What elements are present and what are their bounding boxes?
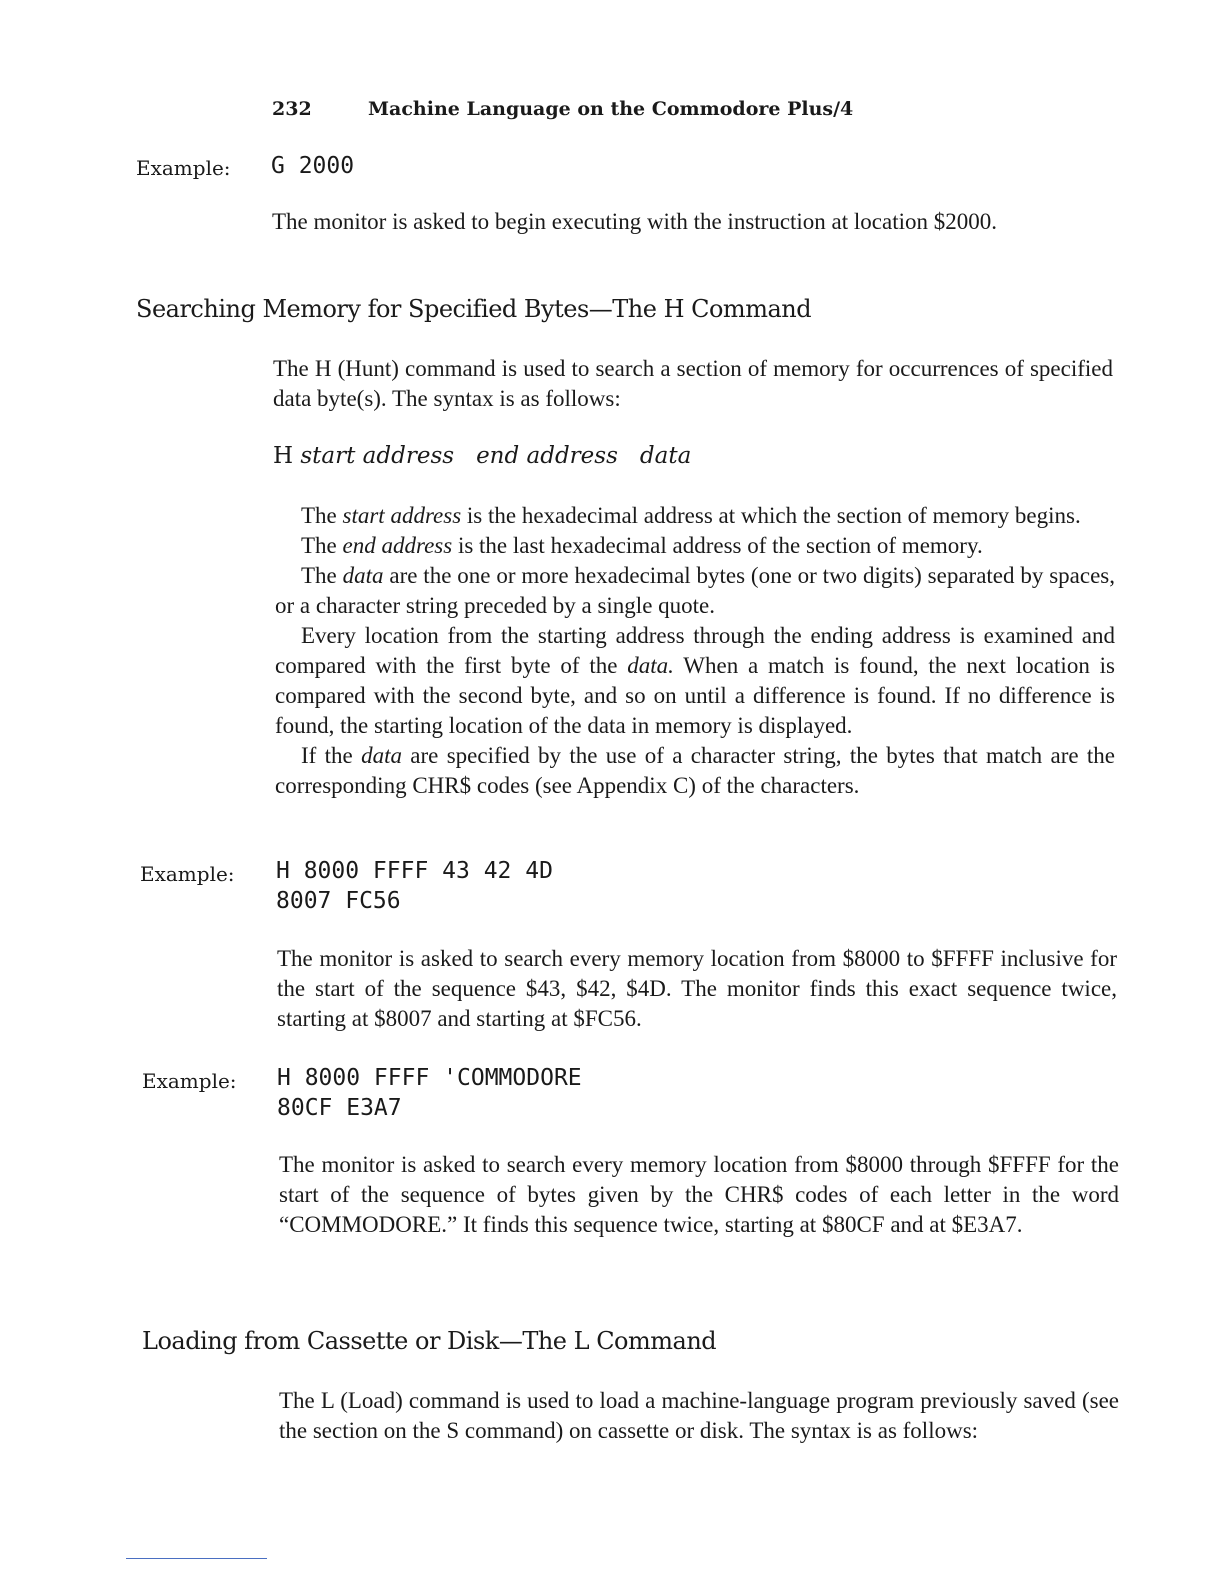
running-title: Machine Language on the Commodore Plus/4 [368, 98, 854, 120]
example-label: Example: [136, 156, 231, 180]
param-end-address: The end address is the last hexadecimal address of the section of memory. [301, 533, 983, 558]
param-data: The data are the one or more hexadecimal bytes (one or two digits) separated by spaces, or a character string preceded by a single quote. [275, 563, 1115, 618]
h-example2-text: The monitor is asked to search every memory location from $8000 through $FFFF for the start of the sequence of bytes given by the CHR$ codes of each letter in the word “COMMODORE.” It finds this sequence twice, starting at $80CF and at $E3A7. [279, 1152, 1119, 1237]
param-search-process: Every location from the starting address through the ending address is examined and compared with the first byte of the data. When a match is found, the next location is compared with the second byte, and so on until a difference is found. If no difference is found, the starting location of the data in memory is displayed. [275, 623, 1115, 738]
section-heading-h: Searching Memory for Specified Bytes—The H Command [136, 295, 812, 323]
page-number: 232 [272, 98, 312, 120]
section-heading-l: Loading from Cassette or Disk—The L Command [142, 1327, 717, 1355]
g-example-text: The monitor is asked to begin executing with the instruction at location $2000. [272, 209, 997, 234]
g-example-code: G 2000 [271, 153, 355, 179]
h-example1-text: The monitor is asked to search every memory location from $8000 to $FFFF inclusive for the start of the sequence $43, $42, $4D. The monitor finds this exact sequence twice, starting at $8007 and starting at $FC56. [277, 946, 1117, 1031]
example-label: Example: [142, 1069, 237, 1093]
param-start-address: The start address is the hexadecimal address at which the section of memory begins. [301, 503, 1081, 528]
h-intro: The H (Hunt) command is used to search a section of memory for occurrences of specified data byte(s). The syntax is as follows: [273, 356, 1113, 411]
param-character-string: If the data are specified by the use of a character string, the bytes that match are the corresponding CHR$ codes (see Appendix C) of the characters. [275, 743, 1115, 798]
footer-rule [126, 1558, 267, 1559]
h-example1-code: H 8000 FFFF 43 42 4D 8007 FC56 [276, 858, 553, 914]
l-intro: The L (Load) command is used to load a machine-language program previously saved (see the section on the S command) on cassette or disk. The syntax is as follows: [279, 1388, 1119, 1443]
h-example2-code: H 8000 FFFF 'COMMODORE 80CF E3A7 [277, 1065, 582, 1121]
h-syntax: H start address end address data [273, 443, 692, 469]
page-header [272, 98, 853, 120]
h-parameters [275, 501, 1115, 801]
example-label: Example: [140, 862, 235, 886]
